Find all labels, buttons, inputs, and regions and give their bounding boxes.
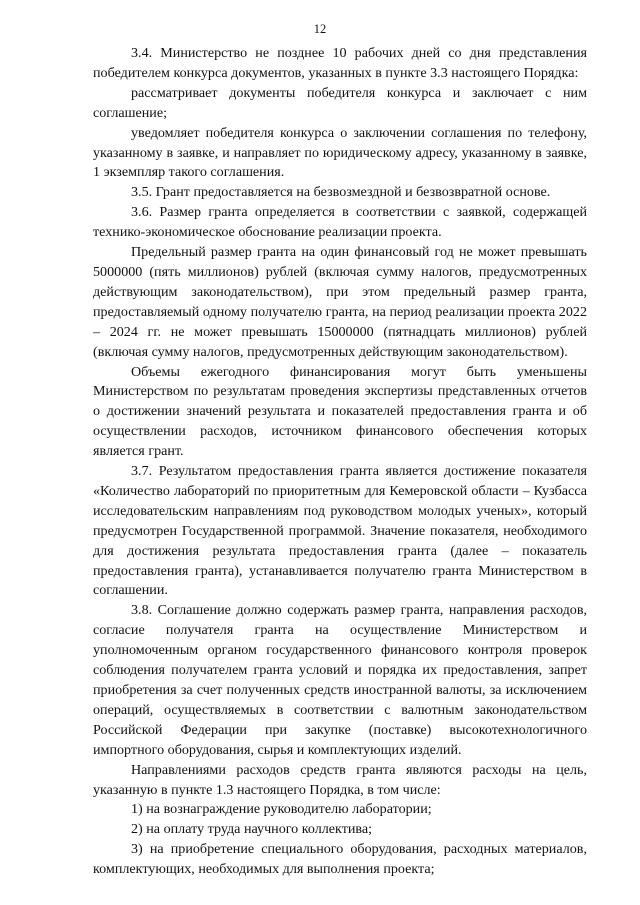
list-item-1: 1) на вознаграждение руководителю лаборатории;	[131, 801, 432, 818]
paragraph-3-7: 3.7. Результатом предоставления гранта является достижение показателя «Количество лабораторий по приоритетным для Кемеровской области – Кузбасса исследовательским направлениям под руководством молодых ученых», который предусмотрен Государственной программой. Значение показателя, необходимого для достижения результата предоставления гранта (далее – показатель предоставления гранта), устанавливается получателю гранта Министерством в соглашении.	[93, 463, 587, 599]
paragraph-3-5: 3.5. Грант предоставляется на безвозмездной и безвозвратной основе.	[131, 184, 551, 201]
document-body	[93, 44, 587, 880]
paragraph-3-6: 3.6. Размер гранта определяется в соответствии с заявкой, содержащей технико-экономическое обоснование реализации проекта.	[93, 204, 587, 241]
list-item-2: 2) на оплату труда научного коллектива;	[131, 821, 373, 838]
list-item-3: 3) на приобретение специального оборудования, расходных материалов, комплектующих, необходимых для выполнения проекта;	[93, 841, 587, 878]
paragraph-3-4-review: рассматривает документы победителя конкурса и заключает с ним соглашение;	[93, 84, 587, 121]
paragraph-grant-limit: Предельный размер гранта на один финансовый год не может превышать 5000000 (пять миллионов) рублей (включая сумму налогов, предусмотренных действующим законодательством), при этом предельный размер гранта, предоставляемый одному получателю гранта, на период реализации проекта 2022 – 2024 гг. не может превышать 15000000 (пятнадцать миллионов) рублей (включая сумму налогов, предусмотренных действующим законодательством).	[93, 244, 587, 360]
paragraph-annual-funding: Объемы ежегодного финансирования могут быть уменьшены Министерством по результатам проведения экспертизы представленных отчетов о достижении значений результата и показателей предоставления гранта и об осуществлении расходов, источником финансового обеспечения которых является грант.	[93, 363, 587, 460]
paragraph-3-4: 3.4. Министерство не позднее 10 рабочих дней со дня представления победителем конкурса документов, указанных в пункте 3.3 настоящего Порядка:	[93, 45, 587, 81]
page-number: 12	[313, 22, 327, 36]
paragraph-3-4-notify: уведомляет победителя конкурса о заключении соглашения по телефону, указанному в заявке, и направляет по юридическому адресу, указанному в заявке, 1 экземпляр такого соглашения.	[93, 124, 587, 181]
paragraph-3-8: 3.8. Соглашение должно содержать размер гранта, направления расходов, согласие получателя гранта на осуществление Министерством и уполномоченным органом государственного финансового контроля проверок соблюдения получателем гранта условий и порядка их предоставления, запрет приобретения за счет полученных средств иностранной валюты, за исключением операций, осуществляемых в соответствии с валютным законодательством Российской Федерации при закупке (поставке) высокотехнологичного импортного оборудования, сырья и комплектующих изделий.	[93, 602, 587, 758]
paragraph-expense-directions: Направлениями расходов средств гранта являются расходы на цель, указанную в пункте 1.3 настоящего Порядка, в том числе:	[93, 761, 587, 798]
